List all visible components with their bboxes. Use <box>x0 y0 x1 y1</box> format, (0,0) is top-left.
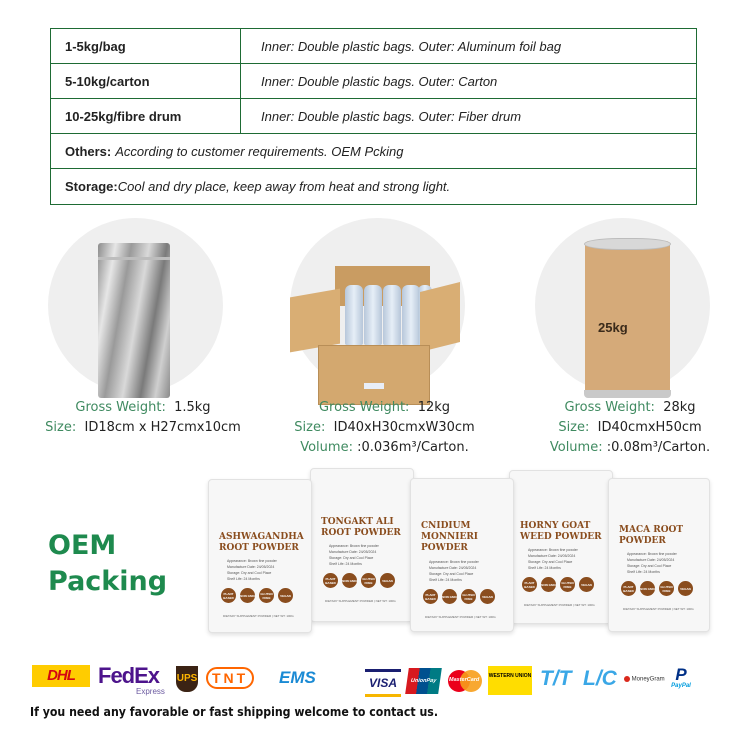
info-manufacture: Manufacture Date: 24/05/2024 <box>528 554 576 558</box>
volume-label: Volume: <box>549 440 603 455</box>
dhl-logo <box>32 665 90 687</box>
visa-logo <box>365 669 401 697</box>
pouch-info <box>627 551 677 575</box>
gross-weight-label: Gross Weight: <box>564 400 655 415</box>
size-label: Size: <box>558 420 590 435</box>
info-manufacture: Manufacture Date: 24/05/2024 <box>429 566 477 570</box>
pouch-title: CNIDIUM MONNIERI POWDER <box>421 521 479 553</box>
paypal-text: PayPal <box>671 683 691 689</box>
storage-label: Storage: <box>65 179 118 194</box>
carton-specs <box>282 398 487 458</box>
info-storage: Storage: Dry and Cool Place <box>627 564 672 568</box>
moneygram-text: MoneyGram <box>631 676 665 683</box>
table-row <box>51 99 696 134</box>
foil-bag-specs <box>38 398 248 438</box>
info-shelf: Shelf Life: 24 Months <box>528 566 561 570</box>
pouch-footer: DIETARY SUPPLEMENT POWDER | NET WT: 100G <box>524 603 595 607</box>
info-appearance: Appearance: Brown fine powder <box>329 544 379 548</box>
mastercard-logo <box>448 670 482 692</box>
fedex-express-sub: Express <box>136 687 165 696</box>
pouch-title: HORNY GOAT WEED POWDER <box>520 521 602 542</box>
paypal-p-icon: P <box>675 665 687 684</box>
unionpay-logo <box>405 668 442 694</box>
pouch-info <box>227 558 277 582</box>
size-value: ID18cm x H27cmx10cm <box>84 420 241 435</box>
ems-logo <box>279 668 316 688</box>
size-value: ID40xH30cmxW30cm <box>333 420 475 435</box>
western-union-text: WESTERN UNION <box>488 673 532 679</box>
table-row <box>51 64 696 99</box>
pouch-badges <box>323 573 395 588</box>
pouch-badges <box>423 589 495 604</box>
info-storage: Storage: Dry and Cool Place <box>429 572 474 576</box>
package-description: Inner: Double plastic bags. Outer: Aluminum foil bag <box>261 38 562 54</box>
info-shelf: Shelf Life: 24 Months <box>329 562 362 566</box>
fedex-logo <box>98 663 159 689</box>
pouch-maca-root <box>608 478 710 632</box>
carton-left-flap <box>290 289 340 353</box>
table-row <box>51 29 696 64</box>
visa-text: VISA <box>368 676 397 690</box>
pouch-footer: DIETARY SUPPLEMENT POWDER | NET WT: 100G <box>325 599 396 603</box>
shipping-tagline: If you need any favorable or fast shipping welcome to contact us. <box>30 704 439 719</box>
badge-plant-based: PLANT BASED <box>522 577 537 592</box>
others-label: Others: <box>65 143 112 159</box>
lc-logo <box>583 667 617 691</box>
unionpay-text: UnionPay <box>410 678 437 684</box>
ems-text: EMS <box>279 668 316 687</box>
storage-row <box>51 169 696 204</box>
tnt-logo <box>206 667 254 689</box>
pouch-info <box>528 547 578 571</box>
badge-plant-based: PLANT BASED <box>423 589 438 604</box>
pouch-horny-goat-weed <box>509 470 613 624</box>
badge-non-gmo: NON GMO <box>442 589 457 604</box>
oem-line1: OEM <box>48 530 117 561</box>
gross-weight-value: 12kg <box>417 400 451 415</box>
oem-packing-heading <box>48 528 167 600</box>
package-description: Inner: Double plastic bags. Outer: Carton <box>261 73 498 89</box>
badge-vegan: VEGAN <box>278 588 293 603</box>
badge-vegan: VEGAN <box>480 589 495 604</box>
badge-vegan: VEGAN <box>579 577 594 592</box>
badge-gluten-free: GLUTEN FREE <box>361 573 376 588</box>
pouch-info <box>329 543 379 567</box>
gross-weight-value: 28kg <box>663 400 696 415</box>
info-appearance: Appearance: Brown fine powder <box>528 548 578 552</box>
info-manufacture: Manufacture Date: 24/05/2024 <box>329 550 377 554</box>
info-appearance: Appearance: Brown fine powder <box>227 559 277 563</box>
badge-non-gmo: NON GMO <box>640 581 655 596</box>
inner-bag <box>345 285 363 345</box>
oem-line2: Packing <box>48 566 168 597</box>
info-storage: Storage: Dry and Cool Place <box>227 571 272 575</box>
package-size: 5-10kg/carton <box>51 64 241 98</box>
pouch-title: MACA ROOT POWDER <box>619 525 684 546</box>
info-manufacture: Manufacture Date: 24/05/2024 <box>627 558 675 562</box>
pouch-tongkat-ali <box>310 468 414 622</box>
others-row <box>51 134 696 169</box>
size-value: ID40cmxH50cm <box>597 420 702 435</box>
pouch-badges <box>621 581 693 596</box>
aluminum-foil-bag-image <box>98 243 170 398</box>
info-storage: Storage: Dry and Cool Place <box>329 556 374 560</box>
size-label: Size: <box>294 420 326 435</box>
badge-vegan: VEGAN <box>380 573 395 588</box>
info-appearance: Appearance: Brown fine powder <box>429 560 479 564</box>
pouch-title: ASHWAGANDHA ROOT POWDER <box>219 532 304 553</box>
tt-text: T/T <box>540 667 572 690</box>
package-size: 10-25kg/fibre drum <box>51 99 241 133</box>
volume-label: Volume: <box>300 440 353 455</box>
tnt-text: TNT <box>212 670 249 686</box>
moneygram-icon <box>624 676 630 682</box>
volume-value: :0.036m³/Carton. <box>357 440 469 455</box>
size-label: Size: <box>45 420 77 435</box>
badge-gluten-free: GLUTEN FREE <box>461 589 476 604</box>
badge-plant-based: PLANT BASED <box>221 588 236 603</box>
info-appearance: Appearance: Brown fine powder <box>627 552 677 556</box>
moneygram-logo <box>624 676 665 683</box>
badge-vegan: VEGAN <box>678 581 693 596</box>
badge-gluten-free: GLUTEN FREE <box>259 588 274 603</box>
info-manufacture: Manufacture Date: 24/05/2024 <box>227 565 275 569</box>
dhl-text: DHL <box>47 667 75 684</box>
badge-non-gmo: NON GMO <box>342 573 357 588</box>
drum-specs <box>540 398 720 458</box>
badge-gluten-free: GLUTEN FREE <box>659 581 674 596</box>
info-shelf: Shelf Life: 24 Months <box>227 577 260 581</box>
package-size: 1-5kg/bag <box>51 29 241 63</box>
badge-non-gmo: NON GMO <box>240 588 255 603</box>
info-shelf: Shelf Life: 24 Months <box>627 570 660 574</box>
badge-plant-based: PLANT BASED <box>621 581 636 596</box>
badge-gluten-free: GLUTEN FREE <box>560 577 575 592</box>
package-description: Inner: Double plastic bags. Outer: Fiber drum <box>261 108 522 124</box>
pouch-footer: DIETARY SUPPLEMENT POWDER | NET WT: 100G <box>425 615 496 619</box>
pouch-badges <box>221 588 293 603</box>
pouch-ashwagandha <box>208 479 312 633</box>
pouch-badges <box>522 577 594 592</box>
volume-value: :0.08m³/Carton. <box>606 440 711 455</box>
carton-right-flap <box>420 282 460 352</box>
lc-text: L/C <box>583 667 617 690</box>
pouch-info <box>429 559 479 583</box>
mastercard-text: MasterCard <box>449 677 480 683</box>
fiber-drum-image <box>585 241 670 396</box>
pouch-footer: DIETARY SUPPLEMENT POWDER | NET WT: 100G <box>223 614 294 618</box>
others-value: According to customer requirements. OEM Pcking <box>115 143 404 159</box>
ups-logo <box>176 666 198 692</box>
inner-bag <box>383 285 401 345</box>
packing-spec-table <box>50 28 697 205</box>
carton-box-image <box>318 345 430 405</box>
pouch-cnidium-monnieri <box>410 478 514 632</box>
storage-value: Cool and dry place, keep away from heat and strong light. <box>117 179 451 194</box>
inner-bag <box>364 285 382 345</box>
tt-logo <box>540 667 572 691</box>
gross-weight-value: 1.5kg <box>174 400 211 415</box>
badge-non-gmo: NON GMO <box>541 577 556 592</box>
info-shelf: Shelf Life: 24 Months <box>429 578 462 582</box>
gross-weight-label: Gross Weight: <box>75 400 166 415</box>
fedex-text: FedEx <box>98 663 160 688</box>
pouch-footer: DIETARY SUPPLEMENT POWDER | NET WT: 100G <box>623 607 694 611</box>
badge-plant-based: PLANT BASED <box>323 573 338 588</box>
info-storage: Storage: Dry and Cool Place <box>528 560 573 564</box>
paypal-logo <box>668 666 694 689</box>
pouch-title: TONGAKT ALI ROOT POWDER <box>321 517 401 538</box>
drum-weight-label: 25kg <box>598 320 628 335</box>
carton-label <box>364 383 384 389</box>
ups-text: UPS <box>176 673 198 684</box>
western-union-logo <box>488 666 532 695</box>
gross-weight-label: Gross Weight: <box>318 400 410 415</box>
